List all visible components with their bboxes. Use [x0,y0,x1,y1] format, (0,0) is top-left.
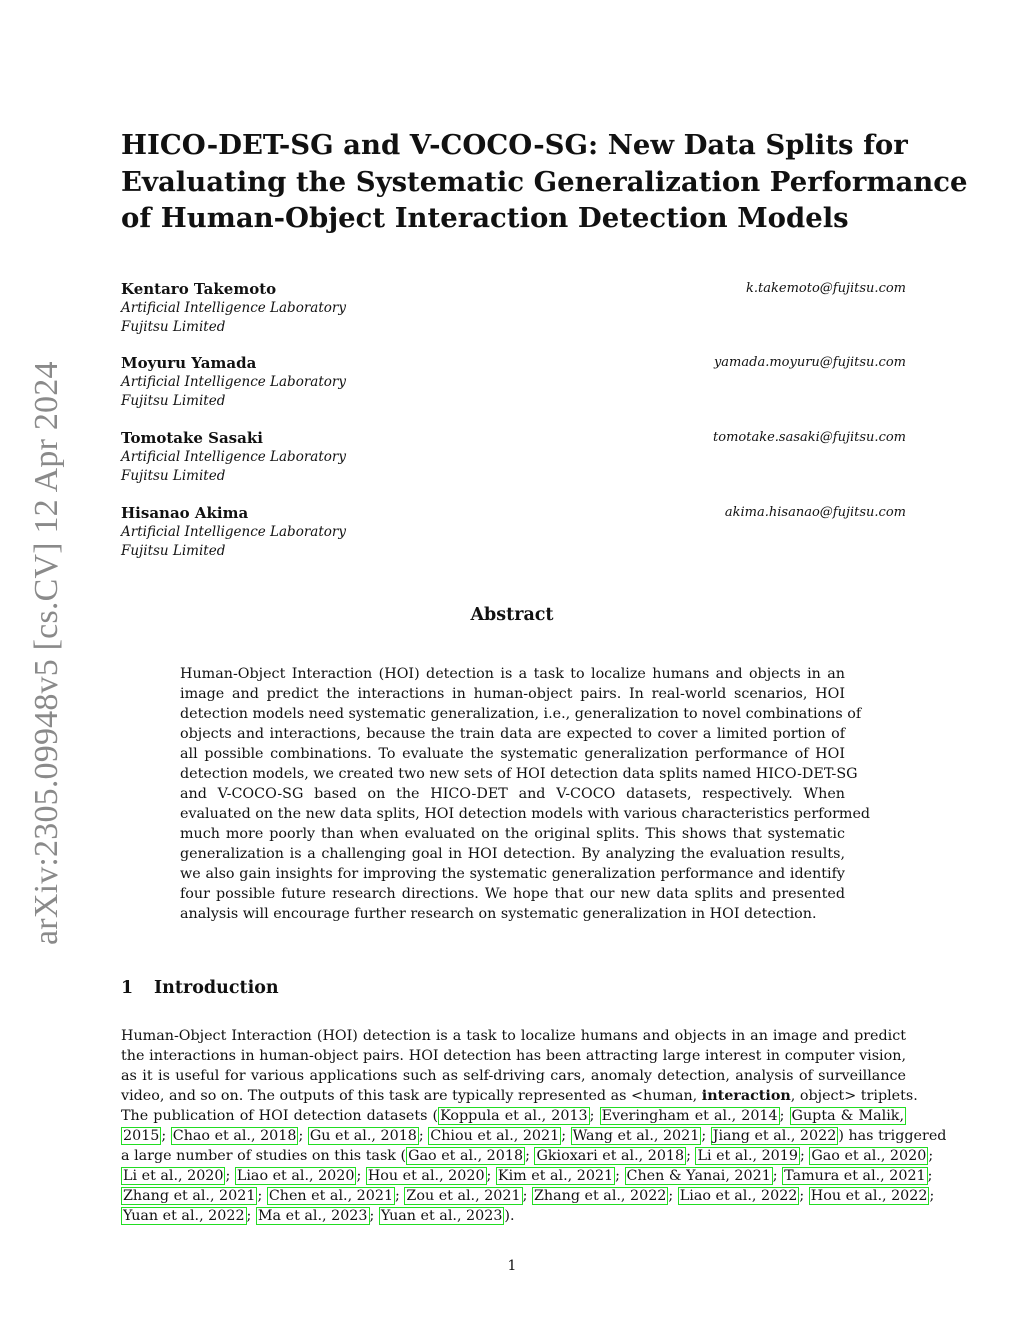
section-number: 1 [121,978,134,998]
author-block [121,429,906,485]
section-title: Introduction [154,978,279,998]
citation-link[interactable]: Tamura et al., 2021 [784,1168,926,1184]
intro-line: Li et al., 2020 ; Liao et al., 2020 ; Hou et al., 2020 ; Kim et al., 2021 ; Chen & Yanai, 2021 ; Tamura et al., 2021 ; [123,1168,933,1184]
author-block [121,280,906,336]
citation-link[interactable]: Zou et al., 2021 [406,1188,521,1204]
abstract-line: generalization is a challenging goal in HOI detection. By analyzing the evaluation results, [180,846,845,862]
author-email[interactable]: tomotake.sasaki@fujitsu.com [713,430,906,445]
abstract-line: and V-COCO-SG based on the HICO-DET and V-COCO datasets, respectively. When [180,786,845,802]
intro-bold-term: interaction [701,1088,791,1104]
author-email[interactable]: k.takemoto@fujitsu.com [746,281,906,296]
citation-link[interactable]: Chiou et al., 2021 [430,1128,560,1144]
citation-link[interactable]: Ma et al., 2023 [257,1208,368,1224]
citation-link[interactable]: Zhang et al., 2021 [123,1188,256,1204]
citation-link[interactable]: Gu et al., 2018 [309,1128,417,1144]
citation-link[interactable]: Wang et al., 2021 [572,1128,700,1144]
citation-link[interactable]: Jiang et al., 2022 [712,1128,837,1144]
intro-text: ) has triggered [838,1128,947,1144]
author-affiliation: Artificial Intelligence Laboratory [121,374,346,390]
author-name: Tomotake Sasaki [121,429,263,447]
arxiv-identifier: arXiv:2305.09948v5 [cs.CV] 12 Apr 2024 [28,361,65,945]
intro-line: 2015 ; Chao et al., 2018 ; Gu et al., 2018 ; Chiou et al., 2021 ; Wang et al., 2021 ; Jiang et al., 2022 ) has triggered [123,1128,947,1144]
intro-text: , object> triplets. [790,1088,918,1104]
abstract-line: all possible combinations. To evaluate the systematic generalization performance of HOI [180,746,845,762]
abstract-line: four possible future research directions. We hope that our new data splits and presented [180,886,845,902]
citation-link[interactable]: Kim et al., 2021 [497,1168,614,1184]
intro-line [121,1086,918,1106]
intro-line: Zhang et al., 2021 ; Chen et al., 2021 ; Zou et al., 2021 ; Zhang et al., 2022 ; Liao et al., 2022 ; Hou et al., 2022 ; [123,1188,935,1204]
abstract-line: image and predict the interactions in human-object pairs. In real-world scenarios, HOI [180,686,845,702]
author-name: Moyuru Yamada [121,354,257,372]
author-block [121,504,906,560]
citation-link[interactable]: Yuan et al., 2022 [123,1208,245,1224]
intro-text: video, and so on. The outputs of this task are typically represented as <human, [121,1088,698,1104]
title-line: of Human-Object Interaction Detection Models [121,202,849,234]
citation-link[interactable]: Li et al., 2020 [123,1168,224,1184]
abstract-line: detection models, we created two new sets of HOI detection data splits named HICO-DET-SG [180,766,858,782]
author-name: Hisanao Akima [121,504,249,522]
citation-link[interactable]: Gkioxari et al., 2018 [536,1148,685,1164]
author-affiliation: Artificial Intelligence Laboratory [121,300,346,316]
abstract-line: Human-Object Interaction (HOI) detection is a task to localize humans and objects in an [180,666,845,682]
author-affiliation: Fujitsu Limited [121,542,226,559]
author-affiliation: Fujitsu Limited [121,467,226,484]
intro-line: The publication of HOI detection datasets ( Koppula et al., 2013 ; Everingham et al., 2014 ; Gupta & Malik, [121,1108,905,1124]
citation-link[interactable]: Chen et al., 2021 [268,1188,394,1204]
abstract-line: much more poorly than when evaluated on the original splits. This shows that systematic [180,826,845,842]
page-number: 1 [507,1258,517,1274]
citation-link[interactable]: Gao et al., 2020 [811,1148,927,1164]
author-affiliation: Artificial Intelligence Laboratory [121,524,346,540]
citation-link[interactable]: Hou et al., 2022 [810,1188,928,1204]
citation-link[interactable]: Liao et al., 2022 [679,1188,798,1204]
introduction-body [121,1026,947,1226]
abstract-body [180,664,871,924]
citation-link[interactable]: Li et al., 2019 [697,1148,798,1164]
author-affiliation: Artificial Intelligence Laboratory [121,449,346,465]
intro-text: ). [504,1208,515,1224]
citation-link[interactable]: Chao et al., 2018 [172,1128,297,1144]
citation-link[interactable]: Everingham et al., 2014 [601,1108,778,1124]
abstract-line: objects and interactions, because the train data are expected to cover a limited portion of [180,726,845,742]
abstract-line: evaluated on the new data splits, HOI detection models with various characteristics performed [180,806,871,822]
author-email[interactable]: akima.hisanao@fujitsu.com [724,505,906,520]
citation-link[interactable]: Gupta & Malik, [791,1108,905,1124]
citation-link[interactable]: Zhang et al., 2022 [533,1188,667,1204]
abstract-line: analysis will encourage further research on systematic generalization in HOI detection. [180,906,817,922]
intro-line: as it is useful for various applications such as self-driving cars, anomaly detection, analysis of surveillance [121,1068,906,1084]
intro-text: The publication of HOI detection datasets ( [121,1108,439,1124]
abstract-line: we also gain insights for improving the systematic generalization performance and identify [180,866,845,882]
citation-link[interactable]: Hou et al., 2020 [367,1168,485,1184]
section-heading-introduction [121,978,279,998]
intro-line: Yuan et al., 2022 ; Ma et al., 2023 ; Yuan et al., 2023 ). [123,1208,515,1224]
citation-link[interactable]: Chen & Yanai, 2021 [626,1168,771,1184]
citation-link[interactable]: Yuan et al., 2023 [380,1208,503,1224]
author-block [121,354,906,410]
paper-title [121,127,968,237]
intro-line: the interactions in human-object pairs. HOI detection has been attracting large interest in computer vision, [121,1048,906,1064]
citation-link[interactable]: Liao et al., 2020 [236,1168,355,1184]
intro-line: a large number of studies on this task ( Gao et al., 2018 ; Gkioxari et al., 2018 ; Li et al., 2019 ; Gao et al., 2020 ; [121,1148,934,1164]
title-line: HICO-DET-SG and V-COCO-SG: New Data Splits for [121,129,908,161]
abstract-line: detection models need systematic generalization, i.e., generalization to novel combinations of [180,706,862,722]
intro-text: a large number of studies on this task ( [121,1148,407,1164]
title-line: Evaluating the Systematic Generalization Performance [121,165,968,198]
author-affiliation: Fujitsu Limited [121,318,226,335]
citation-link[interactable]: 2015 [123,1128,160,1144]
author-affiliation: Fujitsu Limited [121,392,226,409]
intro-line: Human-Object Interaction (HOI) detection is a task to localize humans and objects in an image and predict [121,1028,906,1044]
author-email[interactable]: yamada.moyuru@fujitsu.com [713,355,906,370]
author-name: Kentaro Takemoto [121,280,277,298]
citation-link[interactable]: Koppula et al., 2013 [440,1108,588,1124]
abstract-heading: Abstract [470,605,554,625]
citation-link[interactable]: Gao et al., 2018 [408,1148,524,1164]
